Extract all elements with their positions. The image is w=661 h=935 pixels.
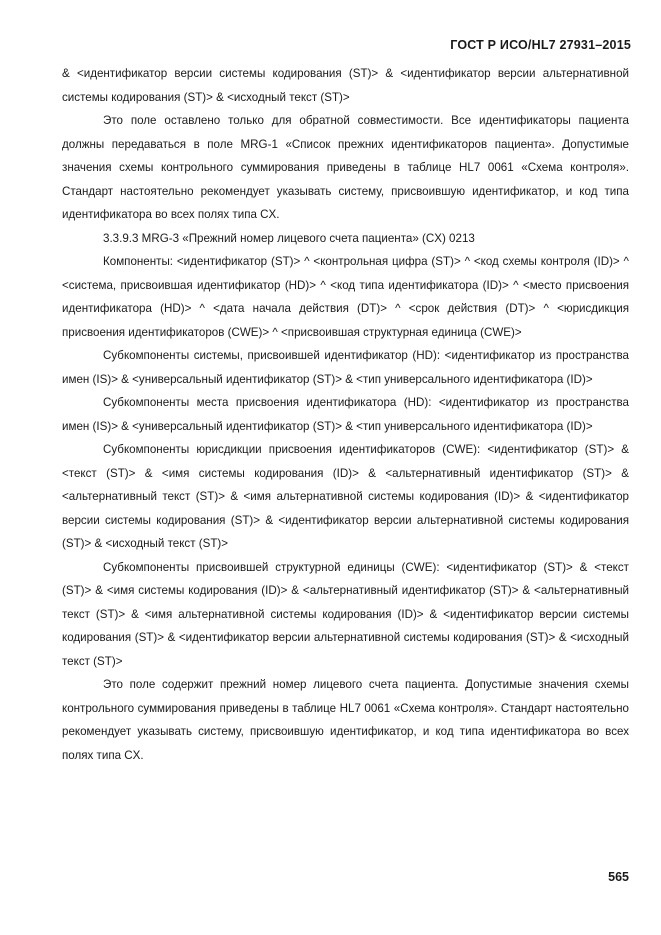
paragraph-components: Компоненты: <идентификатор (ST)> ^ <контрольная цифра (ST)> ^ <код схемы контроля (ID)> ^ <система, присвоившая идентификатор (HD)> ^ <код типа идентификатора (ID)> ^ <место присвоения идентификатора (HD)> ^ <дата начала действия (DT)> ^ <срок действия (DT)> ^ <юрисдикция присвоения идентификаторов (CWE)> ^ <присвоившая структурная единица (CWE)>: [62, 255, 629, 339]
section-heading-mrg-3: 3.3.9.3 MRG-3 «Прежний номер лицевого счета пациента» (CX) 0213: [103, 231, 475, 245]
paragraph-subcomponents-assigning-authority: Субкомпоненты системы, присвоившей идентификатор (HD): <идентификатор из пространства имен (IS)> & <универсальный идентификатор (ST)> & <тип универсального идентификатора (ID)>: [62, 349, 629, 386]
page-number: 565: [608, 870, 629, 884]
paragraph-continuation: & <идентификатор версии системы кодирования (ST)> & <идентификатор версии альтернативной системы кодирования (ST)> & <исходный текст (ST)>: [62, 67, 629, 104]
paragraph-field-description: Это поле содержит прежний номер лицевого счета пациента. Допустимые значения схемы контрольного суммирования приведены в таблице HL7 0061 «Схема контроля». Стандарт настоятельно рекомендует указывать систему, присвоившую идентификатор, и код типа идентификатора во всех полях типа CX.: [62, 678, 629, 762]
paragraph-subcomponents-agency: Субкомпоненты присвоившей структурной единицы (CWE): <идентификатор (ST)> & <текст (ST)> & <имя системы кодирования (ID)> & <альтернативный идентификатор (ST)> & <альтернативный текст (ST)> & <имя альтернативной системы кодирования (ID)> & <идентификатор версии системы кодирования (ST)> & <идентификатор версии альтернативной системы кодирования (ST)> & <исходный текст (ST)>: [62, 560, 629, 668]
document-body: [62, 62, 629, 767]
document-header: ГОСТ Р ИСО/HL7 27931–2015: [450, 38, 631, 52]
paragraph-subcomponents-assigning-facility: Субкомпоненты места присвоения идентификатора (HD): <идентификатор из пространства имен (IS)> & <универсальный идентификатор (ST)> & <тип универсального идентификатора (ID)>: [62, 396, 629, 433]
paragraph-compatibility-note: Это поле оставлено только для обратной совместимости. Все идентификаторы пациента должны передаваться в поле MRG-1 «Список прежних идентификаторов пациента». Допустимые значения схемы контрольного суммирования приведены в таблице HL7 0061 «Схема контроля». Стандарт настоятельно рекомендует указывать систему, присвоившую идентификатор, и код типа идентификатора во всех полях типа CX.: [62, 114, 629, 221]
paragraph-subcomponents-jurisdiction: Субкомпоненты юрисдикции присвоения идентификаторов (CWE): <идентификатор (ST)> & <текст (ST)> & <имя системы кодирования (ID)> & <альтернативный идентификатор (ST)> & <альтернативный текст (ST)> & <имя альтернативной системы кодирования (ID)> & <идентификатор версии системы кодирования (ST)> & <идентификатор версии альтернативной системы кодирования (ST)> & <исходный текст (ST)>: [62, 443, 629, 550]
